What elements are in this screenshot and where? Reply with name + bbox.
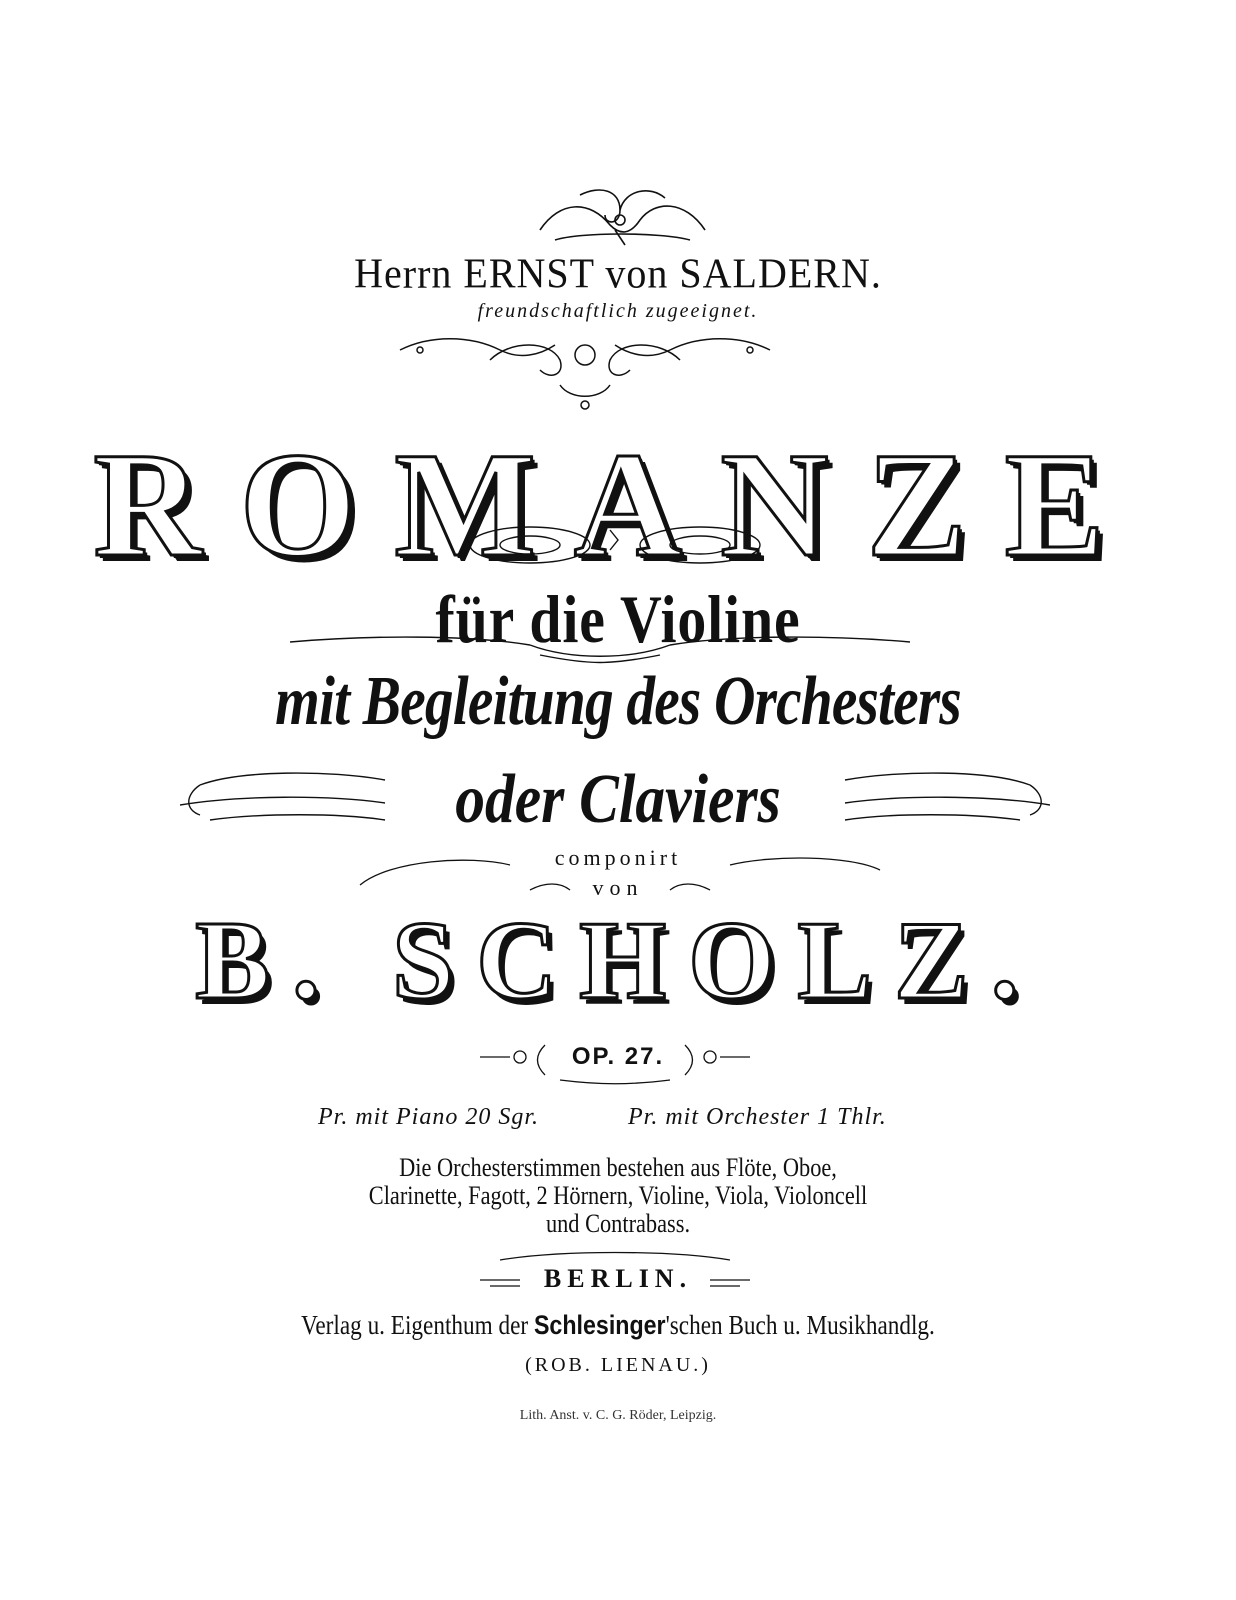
lithographer-credit: Lith. Anst. v. C. G. Röder, Leipzig. [519,1408,717,1423]
publisher-owner: (ROB. LIENAU.) [525,1354,711,1376]
instrumentation-line-1: Die Orchesterstimmen bestehen aus Flöte, Oboe, [399,1153,837,1182]
subtitle-line-1: für die Violine [435,581,801,657]
publication-city: BERLIN. [543,1264,693,1293]
scroll-ornament-upper [390,325,780,415]
publisher-prefix: Verlag u. Eigenthum der [301,1310,534,1340]
composed-by-label: von [592,875,644,900]
publisher-name: Schlesinger [533,1310,666,1340]
dedication-text: freundschaftlich zugeeignet. [477,300,759,322]
opus-number: OP. 27. [571,1043,665,1070]
dedication-name: Herrn ERNST von SALDERN. [354,249,882,298]
publisher-line [87,1310,1150,1341]
publisher-suffix: 'schen Buch u. Musikhandlg. [665,1310,935,1340]
composed-label: componirt [554,845,682,870]
top-flourish-ornament [520,180,720,250]
instrumentation-line-3: und Contrabass. [545,1209,691,1238]
price-with-piano: Pr. mit Piano 20 Sgr. [318,1104,540,1130]
price-with-orchestra: Pr. mit Orchester 1 Thlr. [628,1104,887,1130]
instrumentation-line-2: Clarinette, Fagott, 2 Hörnern, Violine, Viola, Violoncell [368,1181,868,1210]
subtitle-line-2: mit Begleitung des Orchesters [275,663,961,740]
composer-name: B. SCHOLZ. [195,899,1041,1023]
title-romanze: ROMANZE [93,422,1143,588]
scroll-ornament-under-title [460,520,780,570]
subtitle-line-3: oder Claviers [455,761,781,838]
